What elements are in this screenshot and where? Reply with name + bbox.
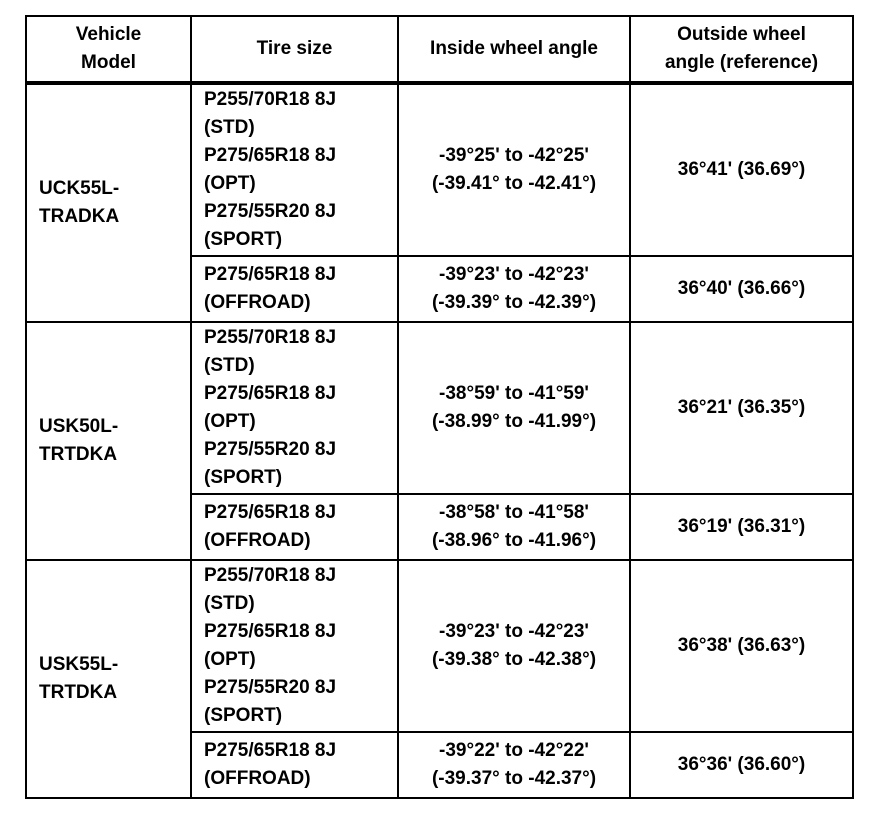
inside-angle-text: -39°22' to -42°22': [439, 740, 589, 761]
header-text: Inside wheel angle: [430, 38, 598, 59]
inside-angle-text: -39°23' to -42°23': [439, 264, 589, 285]
tire-size-text: (SPORT): [204, 229, 283, 250]
tire-size-text: P255/70R18 8J: [204, 327, 337, 348]
tire-size-text: P275/65R18 8J: [204, 740, 337, 761]
tire-size-text: (OPT): [204, 411, 256, 432]
vehicle-model-text: TRADKA: [39, 206, 120, 227]
tire-size-text: P275/55R20 8J: [204, 439, 337, 460]
tire-size-text: P275/65R18 8J: [204, 145, 337, 166]
header-inside-angle: [398, 16, 630, 83]
outside-angle-cell: [630, 494, 853, 560]
header-text: Tire size: [256, 38, 333, 59]
outside-angle-cell: [630, 560, 853, 732]
tire-size-text: (STD): [204, 117, 255, 138]
vehicle-model-cell: [26, 560, 191, 798]
inside-angle-text: -38°59' to -41°59': [439, 383, 589, 404]
tire-size-text: P255/70R18 8J: [204, 89, 337, 110]
outside-angle-text: 36°41' (36.69°): [677, 159, 806, 180]
tire-size-text: P275/55R20 8J: [204, 201, 337, 222]
inside-angle-text: (-38.99° to -41.99°): [431, 411, 597, 432]
vehicle-model-text: TRTDKA: [39, 682, 118, 703]
tire-size-cell: [191, 494, 398, 560]
tire-size-cell: [191, 322, 398, 494]
header-text: Vehicle: [75, 24, 142, 45]
vehicle-model-text: TRTDKA: [39, 444, 118, 465]
outside-angle-text: 36°36' (36.60°): [677, 754, 806, 775]
table-row: [26, 322, 853, 494]
header-outside-angle: [630, 16, 853, 83]
tire-size-text: P255/70R18 8J: [204, 565, 337, 586]
inside-angle-cell: [398, 494, 630, 560]
vehicle-model-text: USK55L-: [39, 654, 119, 675]
tire-size-text: (OPT): [204, 649, 256, 670]
tire-size-text: (SPORT): [204, 467, 283, 488]
table-row: [26, 560, 853, 732]
table-row: [26, 83, 853, 256]
header-text: angle (reference): [664, 52, 819, 73]
tire-size-text: (OFFROAD): [204, 768, 311, 789]
inside-angle-text: -39°23' to -42°23': [439, 621, 589, 642]
outside-angle-cell: [630, 732, 853, 798]
tire-size-cell: [191, 256, 398, 322]
outside-angle-cell: [630, 83, 853, 256]
tire-size-text: P275/65R18 8J: [204, 621, 337, 642]
inside-angle-text: (-39.41° to -42.41°): [431, 173, 597, 194]
tire-size-cell: [191, 560, 398, 732]
header-vehicle-model: [26, 16, 191, 83]
table-body: [26, 83, 853, 798]
inside-angle-text: -39°25' to -42°25': [439, 145, 589, 166]
inside-angle-cell: [398, 560, 630, 732]
wheel-angle-table: [25, 15, 854, 799]
outside-angle-text: 36°38' (36.63°): [677, 635, 806, 656]
header-tire-size: [191, 16, 398, 83]
inside-angle-cell: [398, 83, 630, 256]
inside-angle-text: (-39.37° to -42.37°): [431, 768, 597, 789]
table-container: [25, 15, 854, 799]
tire-size-text: P275/65R18 8J: [204, 264, 337, 285]
inside-angle-text: (-39.39° to -42.39°): [431, 292, 597, 313]
tire-size-text: (STD): [204, 593, 255, 614]
inside-angle-cell: [398, 322, 630, 494]
outside-angle-text: 36°19' (36.31°): [677, 516, 806, 537]
tire-size-text: P275/65R18 8J: [204, 502, 337, 523]
outside-angle-text: 36°21' (36.35°): [677, 397, 806, 418]
tire-size-text: (STD): [204, 355, 255, 376]
tire-size-cell: [191, 83, 398, 256]
tire-size-text: (OPT): [204, 173, 256, 194]
header-text: Model: [81, 52, 136, 73]
vehicle-model-cell: [26, 322, 191, 560]
inside-angle-text: (-39.38° to -42.38°): [431, 649, 597, 670]
outside-angle-text: 36°40' (36.66°): [677, 278, 806, 299]
tire-size-cell: [191, 732, 398, 798]
outside-angle-cell: [630, 256, 853, 322]
inside-angle-cell: [398, 732, 630, 798]
inside-angle-text: -38°58' to -41°58': [439, 502, 589, 523]
tire-size-text: (SPORT): [204, 705, 283, 726]
vehicle-model-text: USK50L-: [39, 416, 119, 437]
vehicle-model-cell: [26, 83, 191, 322]
outside-angle-cell: [630, 322, 853, 494]
header-row: [26, 16, 853, 83]
tire-size-text: P275/55R20 8J: [204, 677, 337, 698]
tire-size-text: (OFFROAD): [204, 292, 311, 313]
inside-angle-text: (-38.96° to -41.96°): [431, 530, 597, 551]
vehicle-model-text: UCK55L-: [39, 178, 120, 199]
tire-size-text: (OFFROAD): [204, 530, 311, 551]
header-text: Outside wheel: [677, 24, 806, 45]
tire-size-text: P275/65R18 8J: [204, 383, 337, 404]
inside-angle-cell: [398, 256, 630, 322]
